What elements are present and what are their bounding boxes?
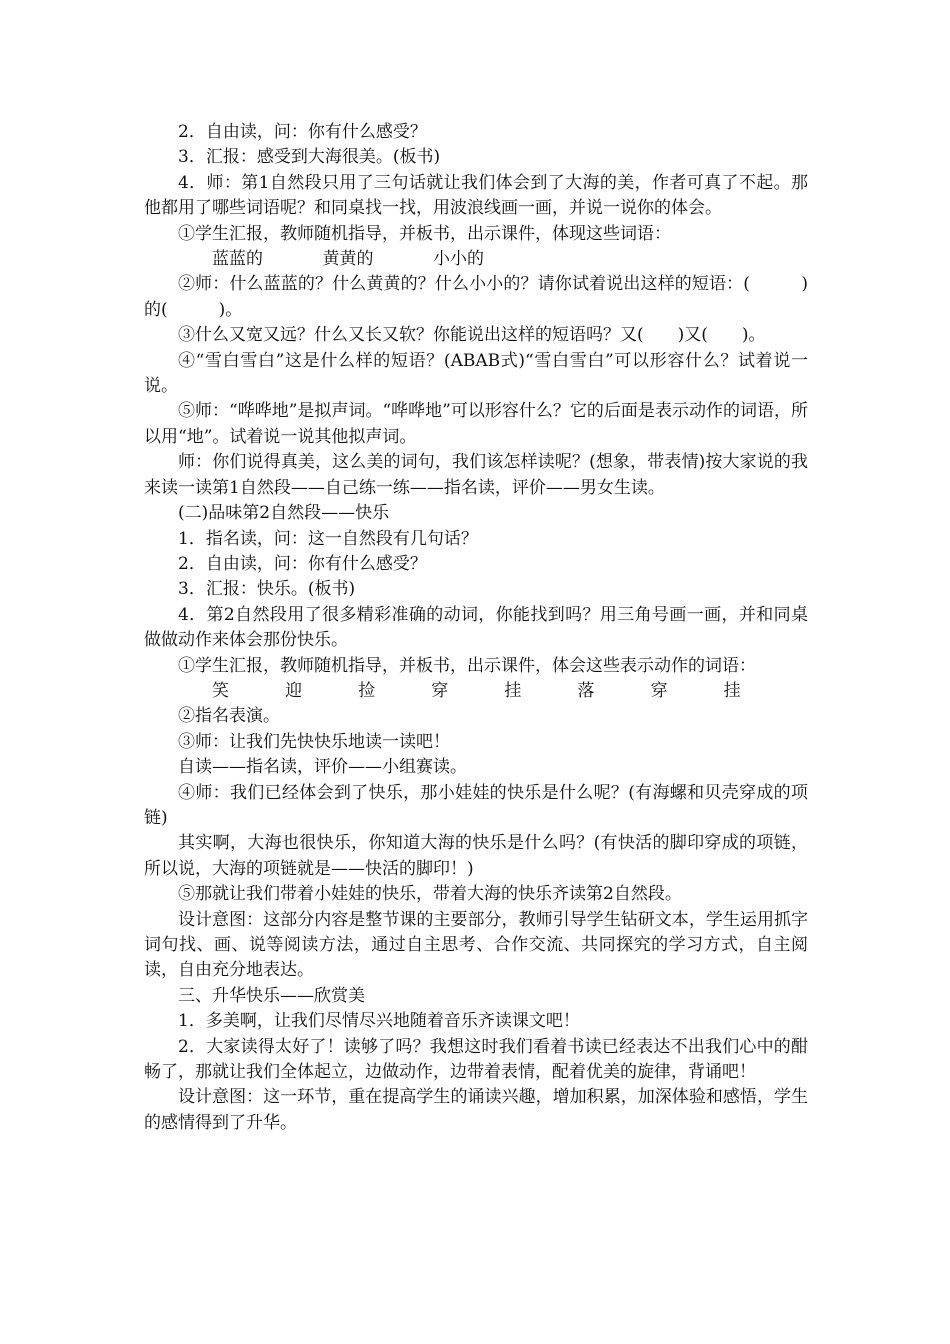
word: 蓝蓝的 [212, 249, 263, 270]
paragraph: ②师：什么蓝蓝的？什么黄黄的？什么小小的？请你试着说出这样的短语：( )的( )。 [144, 274, 808, 320]
paragraph: 1．多美啊，让我们尽情尽兴地随着音乐齐读课文吧！ [178, 1011, 580, 1032]
section-heading: 三、升华快乐——欣赏美 [178, 985, 365, 1006]
paragraph: ①学生汇报，教师随机指导，并板书，出示课件，体现这些词语： [178, 223, 671, 244]
paragraph: 4．师：第1自然段只用了三句话就让我们体会到了大海的美，作者可真了不起。那他都用了哪些词语呢？和同桌找一找，用波浪线画一画，并说一说你的体会。 [144, 172, 808, 219]
paragraph: 其实啊，大海也很快乐，你知道大海的快乐是什么吗？(有快活的脚印穿成的项链，所以说，大海的项链就是——快活的脚印！) [144, 833, 808, 879]
word-list-1 [144, 247, 808, 272]
paragraph: ①学生汇报，教师随机指导，并板书，出示课件，体会这些表示动作的词语： [178, 655, 756, 676]
word: 落 [577, 680, 595, 701]
word-list-2 [144, 679, 808, 704]
word: 小小的 [433, 249, 484, 270]
paragraph: 4．第2自然段用了很多精彩准确的动词，你能找到吗？用三角号画一画，并和同桌做做动作来体会那份快乐。 [144, 604, 808, 651]
paragraph: ④“雪白雪白”这是什么样的短语？(ABAB式)“雪白雪白”可以形容什么？试着说一说。 [144, 350, 808, 397]
paragraph: ⑤那就让我们带着小娃娃的快乐，带着大海的快乐齐读第2自然段。 [178, 884, 682, 905]
word: 挂 [723, 680, 741, 701]
word: 迎 [285, 680, 303, 701]
word: 穿 [431, 680, 449, 701]
paragraph: ②指名表演。 [178, 706, 280, 727]
paragraph: 自读——指名读，评价——小组赛读。 [178, 757, 467, 778]
word: 捡 [358, 680, 376, 701]
paragraph: 2．自由读，问：你有什么感受？ [178, 122, 427, 142]
word: 笑 [212, 680, 229, 701]
paragraph: ③师：让我们先快快乐地读一读吧！ [178, 731, 450, 752]
paragraph: 1．指名读，问：这一自然段有几句话？ [178, 528, 478, 549]
word: 黄黄的 [322, 249, 374, 270]
design-intent: 设计意图：这部分内容是整节课的主要部分，教师引导学生钻研文本，学生运用抓字词句找、画、说等阅读方法，通过自主思考、合作交流、共同探究的学习方式，自主阅读，自由充分地表达。 [144, 909, 808, 981]
word: 穿 [650, 680, 668, 701]
paragraph: 3．汇报：快乐。(板书) [178, 579, 356, 600]
paragraph: 2．自由读，问：你有什么感受？ [178, 553, 427, 574]
document-page [144, 120, 808, 1136]
paragraph: ⑤师：“哗哗地”是拟声词。“哗哗地”可以形容什么？它的后面是表示动作的词语，所以用“地”。试着说一说其他拟声词。 [144, 401, 808, 447]
word: 挂 [504, 680, 522, 701]
section-heading: (二)品味第2自然段——快乐 [178, 503, 390, 524]
paragraph: 3．汇报：感受到大海很美。(板书) [178, 147, 441, 168]
paragraph: ③什么又宽又远？什么又长又软？你能说出这样的短语吗？又( )又( )。 [178, 325, 766, 346]
paragraph: ④师：我们已经体会到了快乐，那小娃娃的快乐是什么呢？(有海螺和贝壳穿成的项链) [144, 782, 808, 828]
design-intent: 设计意图：这一环节，重在提高学生的诵读兴趣，增加积累，加深体验和感悟，学生的感情得到了升华。 [144, 1087, 808, 1133]
paragraph: 师：你们说得真美，这么美的词句，我们该怎样读呢？(想象，带表情)按大家说的我来读一读第1自然段——自己练一练——指名读，评价——男女生读。 [144, 452, 808, 498]
paragraph: 2．大家读得太好了！读够了吗？我想这时我们看着书读已经表达不出我们心中的酣畅了，那就让我们全体起立，边做动作，边带着表情，配着优美的旋律，背诵吧！ [144, 1036, 808, 1083]
